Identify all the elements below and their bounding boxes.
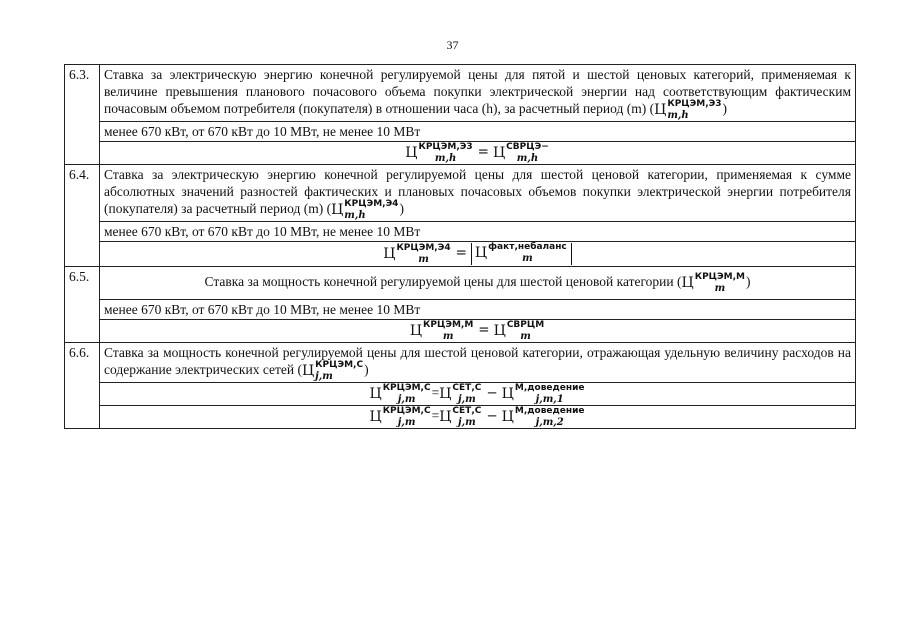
table-row [65, 300, 856, 320]
power-condition: менее 670 кВт, от 670 кВт до 10 МВт, не менее 10 МВт [100, 222, 856, 242]
formula-lhs [383, 244, 451, 264]
description-text: Ставка за мощность конечной регулируемой цены для шестой ценовой категории ( [204, 274, 682, 290]
price-symbol [654, 100, 722, 120]
price-symbol [331, 200, 399, 220]
minus-sign: − [486, 408, 498, 425]
symbol-subscript: m,h [344, 210, 366, 221]
row-number: 6.4. [65, 165, 100, 267]
description-text: Ставка за электрическую энергию конечной регулируемой цены для пятой и шестой ценовых категорий, применяемая к величине превышения планового почасового объема покупки электрической энергии над соответствующим фактическим почасовым объемом потребителя (покупателя) в отношении часа (h), за расчетный период (m) ( [104, 67, 851, 117]
symbol-subscript: m,h [434, 153, 457, 164]
row-description [100, 267, 856, 300]
formula [100, 383, 856, 406]
tariff-table [64, 64, 856, 429]
table-row [65, 406, 856, 429]
symbol-base: Ц [681, 274, 694, 291]
symbol-subscript: j,m,2 [535, 417, 564, 428]
equals-sign: = [478, 322, 490, 339]
symbol-subscript: m [520, 331, 531, 342]
table-row [65, 242, 856, 267]
symbol-subscript: m [714, 283, 726, 294]
symbol-base: Ц [331, 201, 344, 218]
table-row [65, 222, 856, 242]
formula-lhs [410, 321, 474, 341]
table-row [65, 320, 856, 343]
symbol-subscript: j,m [315, 371, 333, 382]
symbol-subscript: j,m [397, 394, 416, 405]
formula-term [439, 407, 482, 427]
symbol-superscript: КРЦЭМ,Э3 [418, 142, 473, 152]
symbol-base: Ц [492, 144, 506, 161]
symbol-subscript: j,m [458, 394, 476, 405]
description-text: Ставка за электрическую энергию конечной регулируемой цены для шестой ценовой категории, применяемая к сумме абсолютных значений разностей фактических и плановых почасовых объемов покупки электрической энергии потребителя (покупателя) за расчетный период (m) ( [104, 167, 851, 217]
symbol-base: Ц [501, 408, 514, 425]
table-row [65, 142, 856, 165]
table-row [65, 122, 856, 142]
symbol-base: Ц [493, 322, 506, 339]
symbol-superscript: КРЦЭМ,М [423, 320, 474, 330]
row-number: 6.5. [65, 267, 100, 343]
equals-sign: = [431, 408, 440, 424]
closing-paren: ) [399, 201, 404, 217]
symbol-subscript: m,h [667, 110, 689, 121]
symbol-superscript: СВРЦЭ− [506, 142, 549, 152]
closing-paren: ) [722, 101, 727, 117]
power-condition: менее 670 кВт, от 670 кВт до 10 МВт, не менее 10 МВт [100, 122, 856, 142]
row-number: 6.6. [65, 343, 100, 429]
row-number: 6.3. [65, 65, 100, 165]
equals-sign: = [431, 385, 440, 401]
symbol-base: Ц [369, 385, 382, 402]
formula-lhs [405, 143, 473, 163]
symbol-subscript: j,m [458, 417, 476, 428]
formula-lhs [369, 407, 431, 427]
symbol-superscript: СЕТ,С [452, 383, 482, 393]
description-text: Ставка за мощность конечной регулируемой цены для шестой ценовой категории, отражающая удельную величину расходов на содержание электрических сетей ( [104, 345, 851, 378]
symbol-superscript: СЕТ,С [452, 406, 482, 416]
symbol-base: Ц [474, 244, 488, 261]
symbol-base: Ц [654, 101, 667, 118]
symbol-superscript: КРЦЭМ,Э3 [667, 99, 722, 109]
symbol-base: Ц [439, 408, 452, 425]
symbol-base: Ц [369, 408, 382, 425]
symbol-base: Ц [439, 385, 452, 402]
table-row [65, 65, 856, 122]
formula-lhs [369, 384, 431, 404]
symbol-base: Ц [405, 144, 418, 161]
symbol-superscript: КРЦЭМ,С [315, 360, 364, 370]
equals-sign: = [477, 144, 489, 161]
power-condition: менее 670 кВт, от 670 кВт до 10 МВт, не менее 10 МВт [100, 300, 856, 320]
closing-paren: ) [364, 362, 369, 378]
absolute-value-bars [471, 243, 572, 265]
symbol-subscript: m [522, 253, 533, 264]
symbol-superscript: КРЦЭМ,Э4 [396, 243, 451, 253]
symbol-subscript: j,m,1 [535, 394, 564, 405]
row-description [100, 65, 856, 122]
table-row [65, 343, 856, 383]
symbol-superscript: факт,небаланс [488, 242, 567, 252]
symbol-base: Ц [301, 362, 315, 379]
formula-rhs [493, 143, 550, 163]
formula [100, 320, 856, 343]
formula-rhs [494, 321, 546, 341]
formula-rhs [475, 243, 568, 263]
page-number: 37 [446, 38, 459, 52]
price-symbol [682, 273, 746, 293]
symbol-superscript: М,доведение [514, 383, 585, 393]
symbol-subscript: m,h [516, 153, 539, 164]
row-description [100, 165, 856, 222]
symbol-subscript: m [442, 331, 454, 342]
formula-term [439, 384, 482, 404]
symbol-subscript: m [418, 254, 429, 265]
symbol-base: Ц [383, 245, 396, 262]
formula-term [502, 407, 586, 427]
symbol-superscript: КРЦЭМ,М [694, 272, 745, 282]
formula [100, 242, 856, 267]
closing-paren: ) [745, 274, 751, 290]
equals-sign: = [455, 245, 467, 262]
symbol-base: Ц [409, 322, 423, 339]
symbol-superscript: М,доведение [514, 406, 585, 416]
symbol-superscript: КРЦЭМ,С [382, 383, 431, 393]
formula [100, 406, 856, 429]
table-row [65, 165, 856, 222]
table-row [65, 267, 856, 300]
formula-term [502, 384, 586, 404]
symbol-base: Ц [501, 385, 514, 402]
symbol-superscript: КРЦЭМ,Э4 [344, 199, 399, 209]
formula [100, 142, 856, 165]
row-description [100, 343, 856, 383]
minus-sign: − [486, 385, 498, 402]
symbol-superscript: СВРЦМ [506, 320, 545, 330]
symbol-subscript: j,m [397, 417, 416, 428]
table-row [65, 383, 856, 406]
price-symbol [302, 361, 364, 381]
symbol-superscript: КРЦЭМ,С [382, 406, 431, 416]
